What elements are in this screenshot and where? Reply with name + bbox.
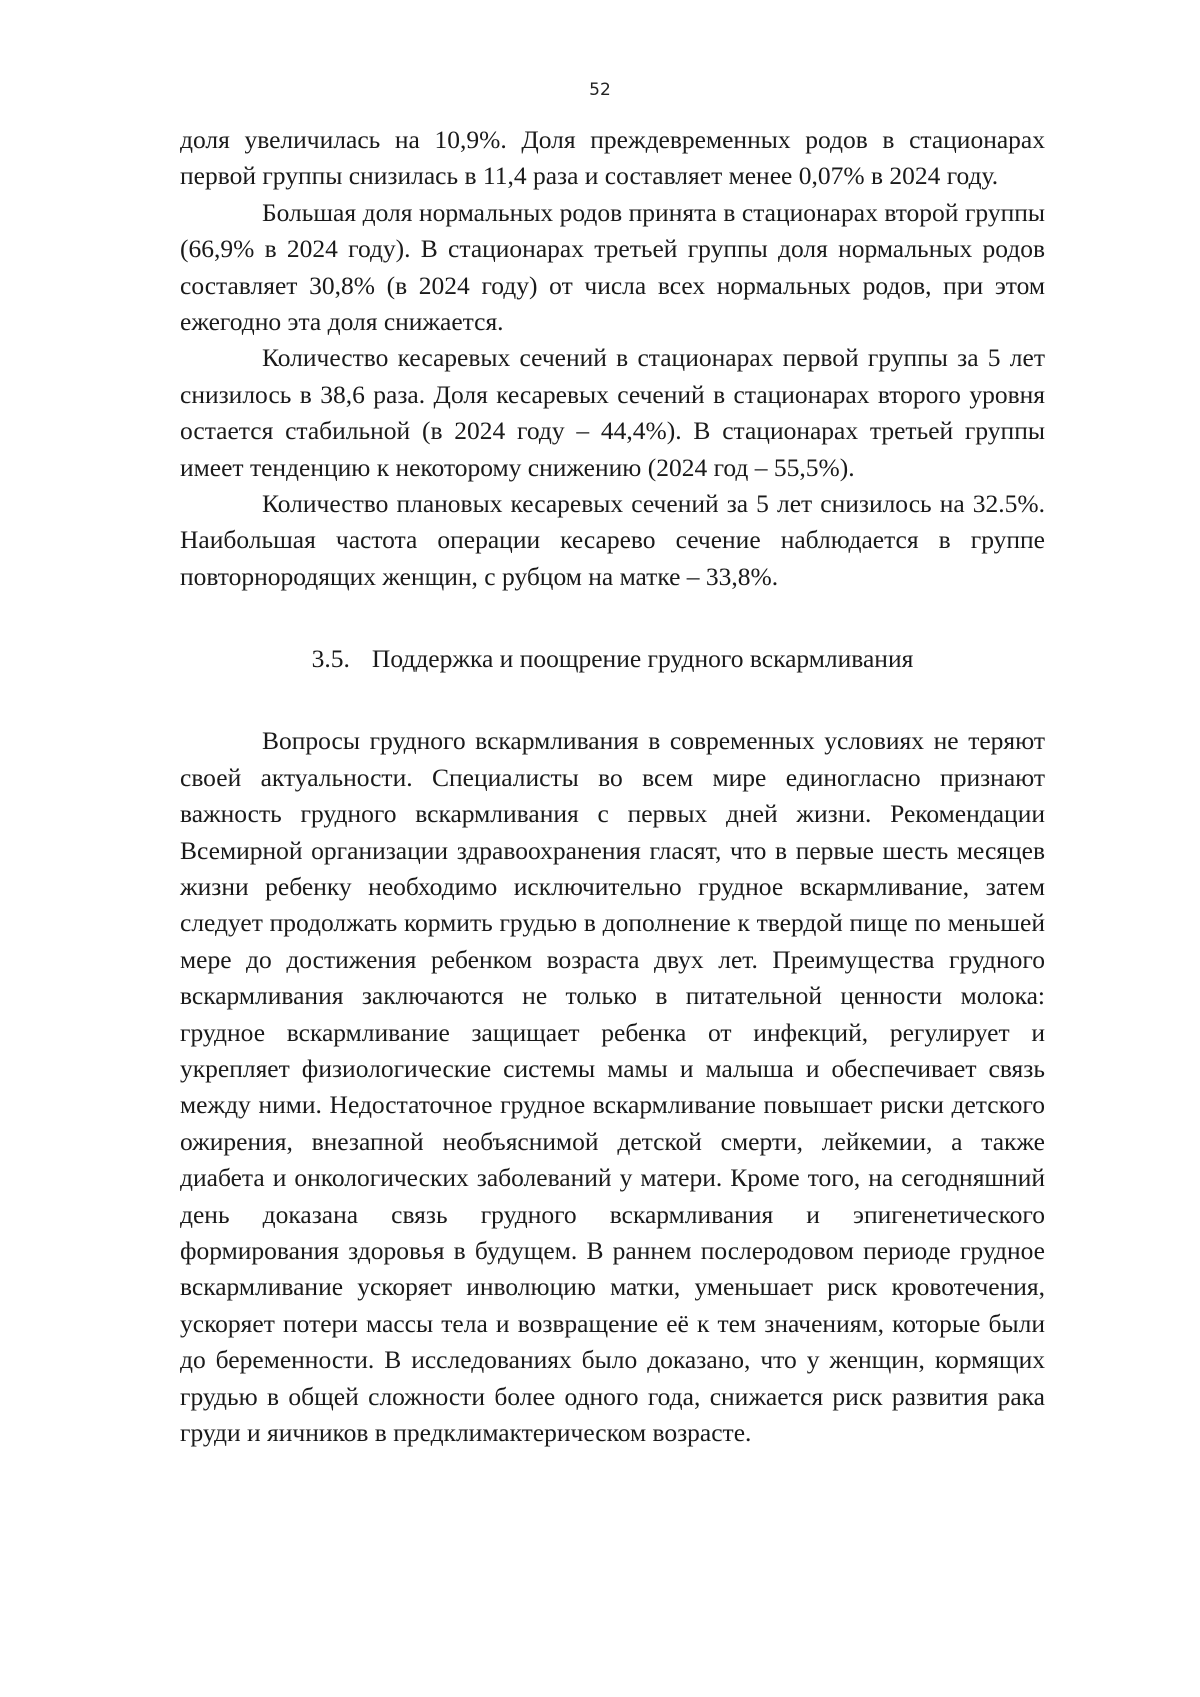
- document-body: [180, 122, 1045, 1451]
- section-heading: [180, 641, 1045, 677]
- section-title: Поддержка и поощрение грудного вскармливания: [371, 644, 914, 674]
- paragraph: Количество кесаревых сечений в стационарах первой группы за 5 лет снизилось в 38,6 раза. Доля кесаревых сечений в стационарах второго уровня остается стабильной (в 2024 году – 44,4%). В стационарах третьей группы имеет тенденцию к некоторому снижению (2024 год – 55,5%).: [180, 343, 1045, 482]
- section-number: 3.5.: [311, 644, 350, 674]
- page-number: 52: [589, 80, 611, 100]
- paragraph: Вопросы грудного вскармливания в современных условиях не теряют своей актуальности. Специалисты во всем мире единогласно признают важность грудного вскармливания с первых дней жизни. Рекомендации Всемирной организации здравоохранения гласят, что в первые шесть месяцев жизни ребенку необходимо исключительно грудное вскармливание, затем следует продолжать кормить грудью в дополнение к твердой пище по меньшей мере до достижения ребенком возраста двух лет. Преимущества грудного вскармливания заключаются не только в питательной ценности молока: грудное вскармливание защищает ребенка от инфекций, регулирует и укрепляет физиологические системы мамы и малыша и обеспечивает связь между ними. Недостаточное грудное вскармливание повышает риски детского ожирения, внезапной необъяснимой детской смерти, лейкемии, а также диабета и онкологических заболеваний у матери. Кроме того, на сегодняшний день доказана связь грудного вскармливания и эпигенетического формирования здоровья в будущем. В раннем послеродовом периоде грудное вскармливание ускоряет инволюцию матки, уменьшает риск кровотечения, ускоряет потери массы тела и возвращение её к тем значениям, которые были до беременности. В исследованиях было доказано, что у женщин, кормящих грудью в общей сложности более одного года, снижается риск развития рака груди и яичников в предклимактерическом возрасте.: [180, 726, 1045, 1447]
- paragraph: доля увеличилась на 10,9%. Доля преждевременных родов в стационарах первой группы снизилась в 11,4 раза и составляет менее 0,07% в 2024 году.: [180, 125, 1045, 191]
- paragraph: Количество плановых кесаревых сечений за 5 лет снизилось на 32.5%. Наибольшая частота операции кесарево сечение наблюдается в группе повторнородящих женщин, с рубцом на матке – 33,8%.: [180, 489, 1045, 591]
- paragraph: Большая доля нормальных родов принята в стационарах второй группы (66,9% в 2024 году). В стационарах третьей группы доля нормальных родов составляет 30,8% (в 2024 году) от числа всех нормальных родов, при этом ежегодно эта доля снижается.: [180, 197, 1045, 337]
